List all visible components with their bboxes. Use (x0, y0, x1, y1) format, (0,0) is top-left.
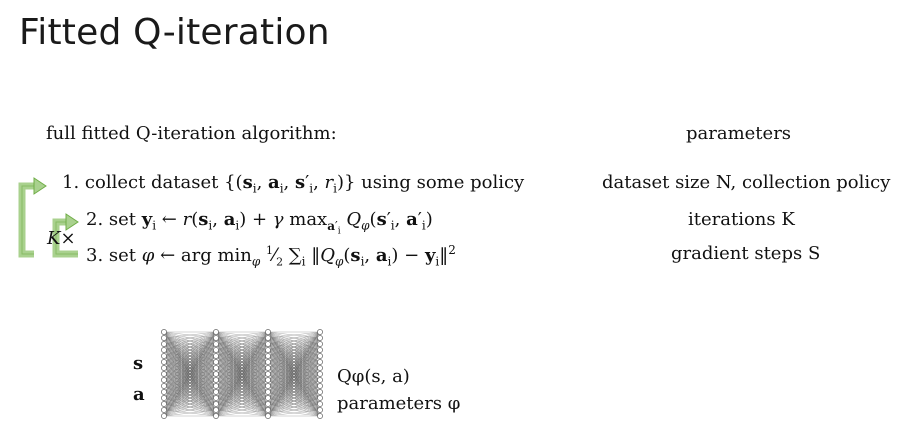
slide-title: Fitted Q-iteration (19, 12, 330, 53)
input-s-label: s (133, 353, 144, 374)
step-3: 3. set φ ← arg $\min_\varphi$ $^1⁄_2$ $\sum_i$ $‖Q_\varphi(s_i$, $a_i$) − $y_i‖^2$ (86, 243, 456, 269)
step-1: 1. collect dataset {($s_i$, $a_i$, $s'_i$, $r_i$)} using some policy (62, 172, 525, 196)
loop-arrows (10, 168, 100, 278)
param-gradient-steps: gradient steps S (671, 243, 821, 264)
step-2: 2. set $y_i$ ← $r(s_i$, $a_i) + \gamma$ $\max_{a'_i} Q_\varphi(s'_i$, $a'_i$) (86, 209, 433, 236)
step-2-number: 2. (86, 209, 104, 230)
param-iterations: iterations K (688, 209, 795, 230)
network-params-label: parameters φ (337, 393, 461, 414)
algorithm-heading: full fitted Q-iteration algorithm: (46, 123, 337, 144)
neural-network-diagram (152, 326, 332, 426)
step-1-number: 1. (62, 172, 80, 193)
step-3-number: 3. (86, 245, 104, 266)
parameters-heading: parameters (686, 123, 792, 144)
param-dataset: dataset size N, collection policy (602, 172, 891, 193)
network-output-label: Qφ(s, a) (337, 366, 410, 387)
loop-count-label: K× (47, 228, 76, 249)
input-a-label: a (133, 384, 145, 405)
